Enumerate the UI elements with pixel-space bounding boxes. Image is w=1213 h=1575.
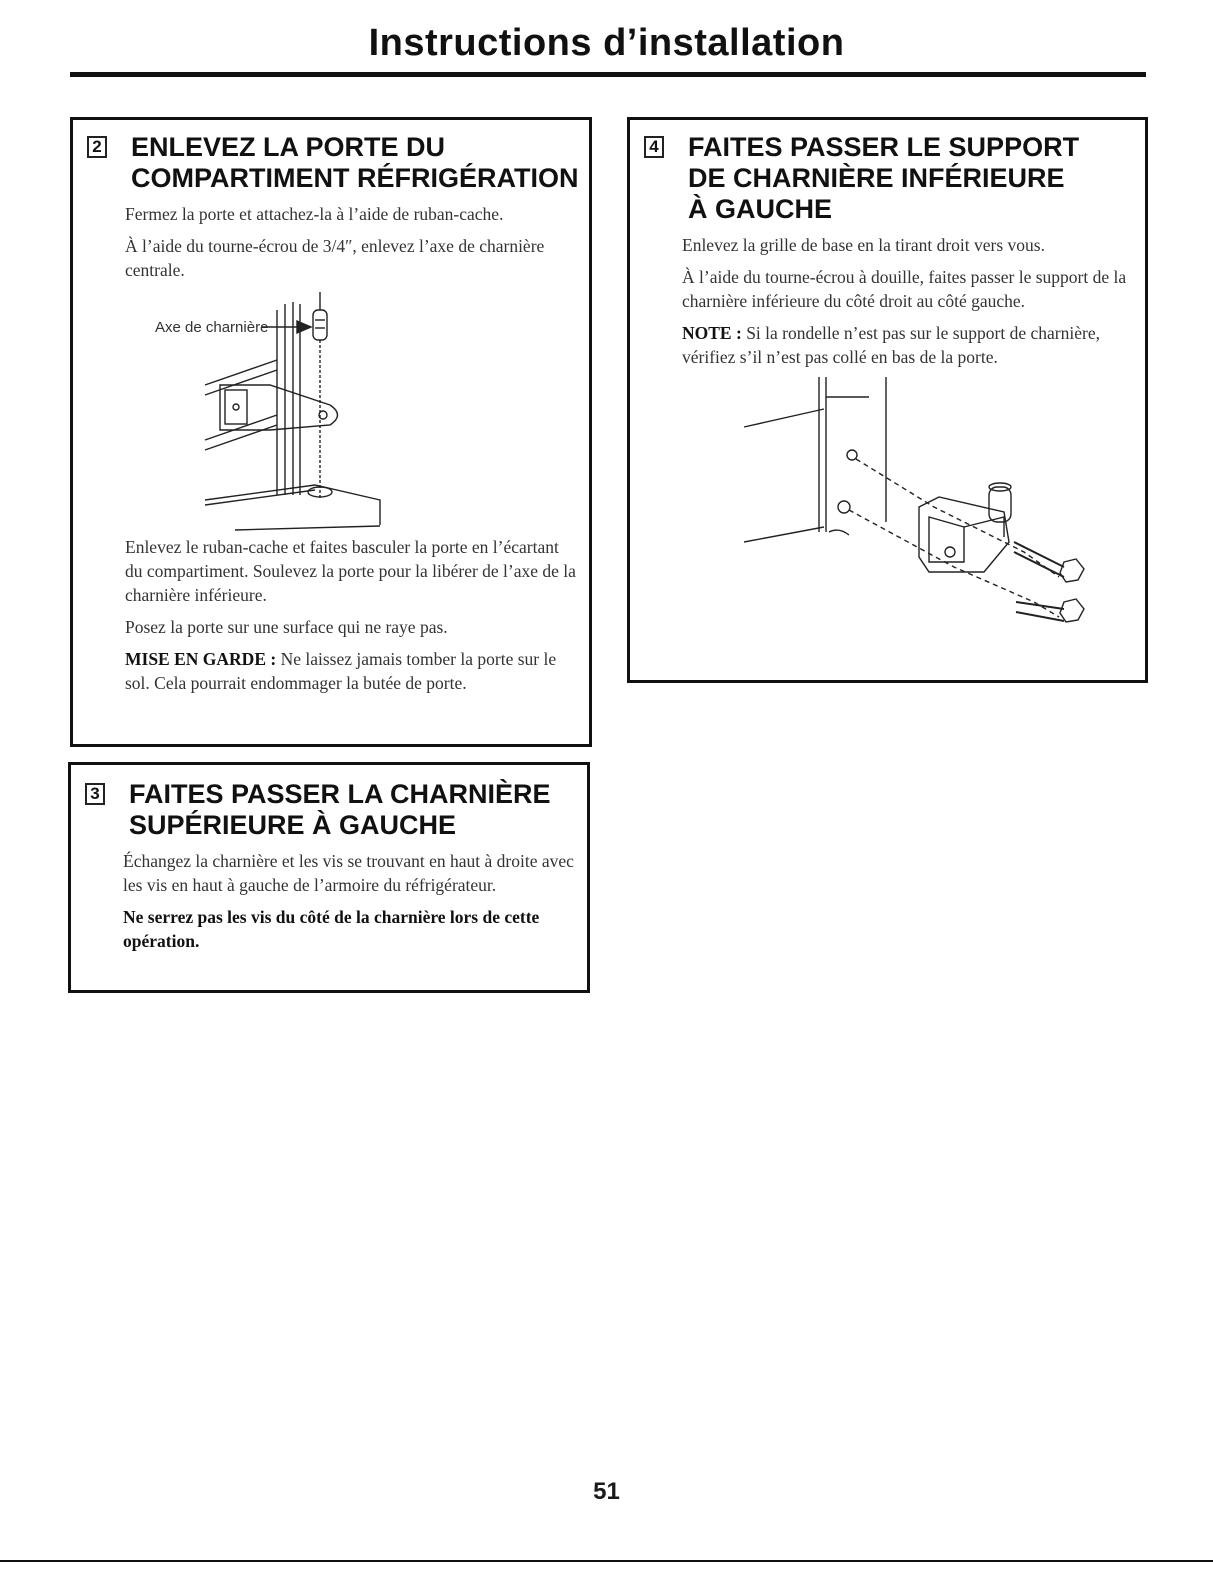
note-label: NOTE : [682,323,742,343]
step-3-number: 3 [85,783,105,805]
step-4-paragraph-2: À l’aide du tourne-écrou à douille, faites passer le support de la charnière inférieure du côté droit au côté gauche. [682,267,1127,311]
note-text: Si la rondelle n’est pas sur le support de charnière, vérifiez s’il n’est pas collé en bas de la porte. [682,323,1100,367]
step-2-paragraph-4: Posez la porte sur une surface qui ne raye pas. [125,617,448,637]
lower-hinge-bracket-illustration [664,377,1144,627]
step-4-box [627,117,1148,683]
page-number: 51 [593,1478,620,1505]
step-3-heading-line-2: SUPÉRIEURE À GAUCHE [129,810,457,840]
step-4-heading-line-1: FAITES PASSER LE SUPPORT [688,132,1080,162]
step-3-box [68,762,590,993]
step-4-note [682,321,1135,369]
step-2-heading-line-1: ENLEVEZ LA PORTE DU [131,132,446,162]
step-2-box [70,117,592,747]
step-2-heading-line-2: COMPARTIMENT RÉFRIGÉRATION [131,163,579,193]
step-2-paragraph-3: Enlevez le ruban-cache et faites basculer la porte en l’écartant du compartiment. Soulevez la porte pour la libérer de l’axe de la charnière inférieure. [125,537,576,605]
step-3-paragraph-2 [123,905,577,953]
hinge-pin-illustration [125,290,585,535]
step-2-paragraph-2: À l’aide du tourne-écrou de 3/4″, enlevez l’axe de charnière centrale. [125,236,545,280]
step-3-heading-line-1: FAITES PASSER LA CHARNIÈRE [129,779,551,809]
step-2-caution [125,647,579,695]
step-3-warning: Ne serrez pas les vis du côté de la charnière lors de cette opération. [123,907,540,951]
caution-text: Ne laissez jamais tomber la porte sur le sol. Cela pourrait endommager la butée de porte. [125,649,557,693]
step-4-heading [644,132,1135,225]
step-4-heading-line-2: DE CHARNIÈRE INFÉRIEURE [688,163,1065,193]
step-4-heading-line-3: À GAUCHE [688,194,833,224]
step-2-paragraph-1: Fermez la porte et attachez-la à l’aide de ruban-cache. [125,204,504,224]
caution-label: MISE EN GARDE : [125,649,277,669]
step-2-body [87,202,579,695]
step-2-number: 2 [87,136,107,158]
step-4-body [644,233,1135,369]
step-4-paragraph-1: Enlevez la grille de base en la tirant droit vers vous. [682,235,1045,255]
step-3-heading [85,779,577,841]
page-title: Instructions d’installation [368,22,845,64]
title-divider [70,72,1146,77]
bottom-divider [0,1560,1213,1562]
step-2-heading [87,132,579,194]
step-3-body [85,849,577,953]
step-4-number: 4 [644,136,664,158]
hinge-pin-label: Axe de charnière [155,319,269,336]
step-3-paragraph-1: Échangez la charnière et les vis se trouvant en haut à droite avec les vis en haut à gauche de l’armoire du réfrigérateur. [123,851,574,895]
